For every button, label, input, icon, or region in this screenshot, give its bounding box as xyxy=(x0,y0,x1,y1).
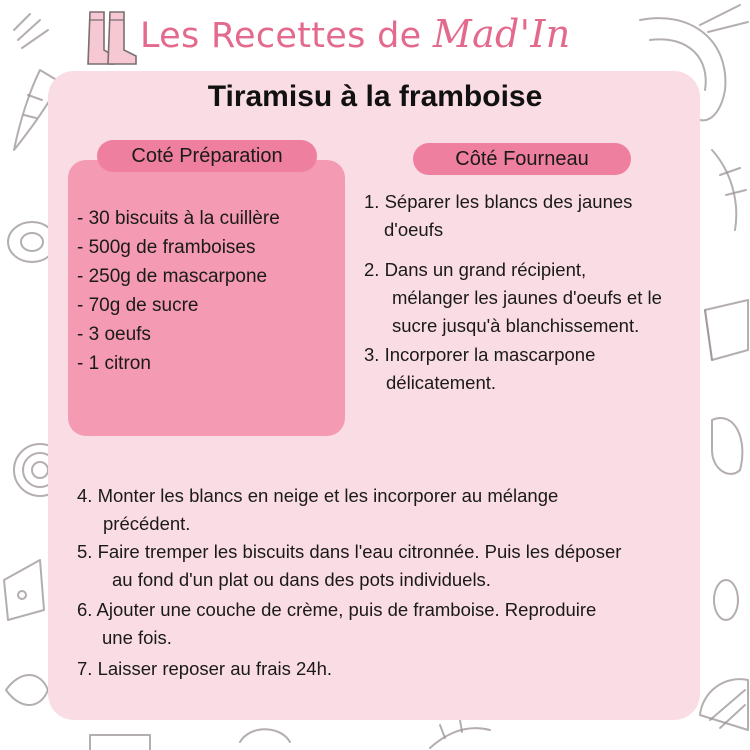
step-5 xyxy=(77,538,689,594)
ingredient-item: - 3 oeufs xyxy=(77,324,151,345)
step-line: 5. Faire tremper les biscuits dans l'eau citronnée. Puis les déposer xyxy=(77,541,622,562)
step-4 xyxy=(77,482,677,538)
brand-plain: Les Recettes de xyxy=(140,16,433,56)
step-line: au fond d'un plat ou dans des pots individuels. xyxy=(112,569,491,590)
ingredient-item: - 70g de sucre xyxy=(77,295,199,316)
step-7 xyxy=(77,655,677,683)
ingredient-item: - 500g de framboises xyxy=(77,237,256,258)
herb-icon xyxy=(430,720,490,748)
step-line: 3. Incorporer la mascarpone xyxy=(364,344,596,365)
recipe-title: Tiramisu à la framboise xyxy=(207,80,543,113)
step-line: mélanger les jaunes d'oeufs et le xyxy=(392,287,662,308)
step-line: 1. Séparer les blancs des jaunes xyxy=(364,191,633,212)
step-line: 6. Ajouter une couche de crème, puis de framboise. Reproduire xyxy=(77,599,597,620)
step-3 xyxy=(364,341,694,397)
bean-icon xyxy=(714,580,738,620)
step-line: délicatement. xyxy=(386,372,497,393)
cake-icon xyxy=(90,735,150,750)
header xyxy=(0,4,750,70)
preparation-label: Coté Préparation xyxy=(97,140,317,172)
step-line: précédent. xyxy=(103,513,191,534)
step-line: une fois. xyxy=(102,627,172,648)
step-line: d'oeufs xyxy=(384,219,444,240)
step-1 xyxy=(364,188,694,244)
step-line: 2. Dans un grand récipient, xyxy=(364,259,587,280)
step-line: 7. Laisser reposer au frais 24h. xyxy=(77,658,333,679)
ingredient-item: - 1 citron xyxy=(77,353,151,374)
step-line: sucre jusqu'à blanchissement. xyxy=(392,315,640,336)
step-6 xyxy=(77,596,677,652)
ingredient-item: - 30 biscuits à la cuillère xyxy=(77,208,280,229)
brand-script: Mad'In xyxy=(432,12,571,56)
tomato-icon xyxy=(240,729,290,742)
cooking-label: Côté Fourneau xyxy=(413,143,631,175)
pepper-icon xyxy=(712,418,742,474)
ingredients-box xyxy=(68,160,345,436)
ingredients-list xyxy=(77,204,280,378)
rain-boots-icon xyxy=(80,6,140,68)
step-line: 4. Monter les blancs en neige et les incorporer au mélange xyxy=(77,485,559,506)
lemon-slice-icon xyxy=(700,679,748,730)
brand-title xyxy=(140,12,570,56)
ingredient-item: - 250g de mascarpone xyxy=(77,266,268,287)
cheese-icon xyxy=(4,560,44,620)
step-2 xyxy=(364,256,694,340)
cake-slice-icon xyxy=(705,300,748,360)
leaf-icon xyxy=(712,150,746,230)
